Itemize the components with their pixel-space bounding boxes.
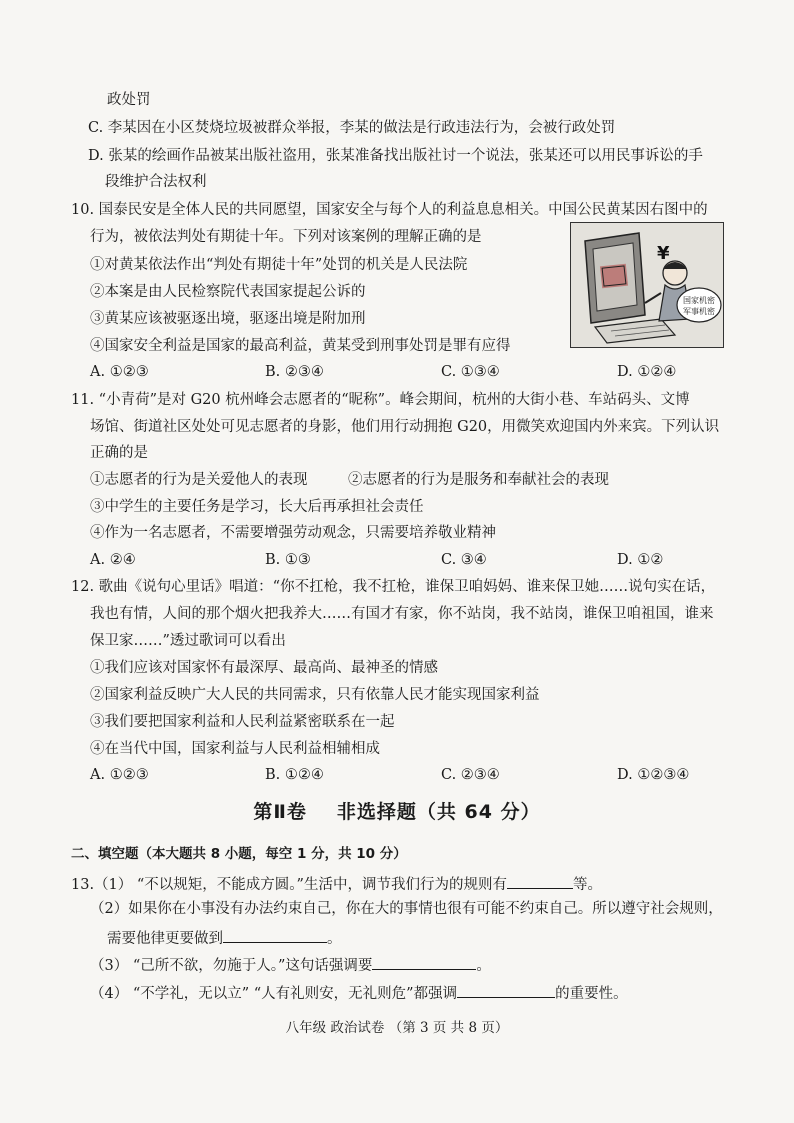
q13-part1: 13.（1） “不以规矩，不能成方圆。”生活中，调节我们行为的规则有 等。 [71,872,602,895]
q13-part4-blank[interactable] [457,981,555,998]
q13-part1-blank[interactable] [507,872,573,889]
svg-text:军事机密: 军事机密 [683,307,715,316]
q10-option-d: D. ①②④ [617,364,677,380]
q10-cartoon-illustration [570,222,724,348]
q11-option-a: A. ②④ [90,552,136,568]
q11-stem-line3: 正确的是 [90,445,148,461]
q12-statement-3: ③我们要把国家利益和人民利益紧密联系在一起 [90,714,395,730]
q12-statement-4: ④在当代中国，国家利益与人民利益相辅相成 [90,741,380,757]
q12-stem-line2: 我也有情，人间的那个烟火把我养大……有国才有家，你不站岗，我不站岗，谁保卫咱祖国，谁来 [90,606,714,622]
q12-stem-line3: 保卫家……”透过歌词可以看出 [90,633,286,649]
page-footer: 八年级 政治试卷 （第 3 页 共 8 页） [285,1020,509,1036]
q13-part2-line1: （2）如果你在小事没有办法约束自己，你在大的事情也很有可能不约束自己。所以遵守社会规则， [90,901,723,917]
q10-option-a: A. ①②③ [90,364,149,380]
q12-stem-line1: 12. 歌曲《说句心里话》唱道：“你不扛枪，我不扛枪，谁保卫咱妈妈、谁来保卫她……说句实在话， [71,579,716,595]
q11-option-c: C. ③④ [441,552,487,568]
cartoon-drawing [571,223,723,347]
q10-stem-line2: 行为，被依法判处有期徒十年。下列对该案例的理解正确的是 [90,229,482,245]
q13-part3-blank[interactable] [372,953,476,970]
q11-statement-4: ④作为一名志愿者，不需要增强劳动观念，只需要培养敬业精神 [90,525,496,541]
q10-stem-line1: 10. 国泰民安是全体人民的共同愿望，国家安全与每个人的利益息息相关。中国公民黄某因右图中的 [71,202,708,218]
q12-statement-2: ②国家利益反映广大人民的共同需求，只有依靠人民才能实现国家利益 [90,687,540,703]
q11-stem-line1: 11. “小青荷”是对 G20 杭州峰会志愿者的“昵称”。峰会期间，杭州的大街小巷、车站码头、文博 [71,392,690,408]
q10-statement-1: ①对黄某依法作出“判处有期徒十年”处罚的机关是人民法院 [90,257,468,273]
q12-option-a: A. ①②③ [90,767,149,783]
q9-option-d-line1: D. 张某的绘画作品被某出版社盗用，张某准备找出版社讨一个说法，张某还可以用民事诉讼的手 [88,148,703,164]
q13-part2-line2: 需要他律更要做到 。 [107,926,342,949]
q9-continuation: 政处罚 [107,92,151,108]
part2-title [0,798,794,826]
q9-option-c: C. 李某因在小区焚烧垃圾被群众举报，李某的做法是行政违法行为，会被行政处罚 [88,120,616,136]
part2-title-volume: 第Ⅱ卷 [253,801,307,823]
q10-statement-4: ④国家安全利益是国家的最高利益，黄某受到刑事处罚是罪有应得 [90,338,511,354]
q11-statement-1: ①志愿者的行为是关爱他人的表现 [90,472,308,488]
q11-statement-3: ③中学生的主要任务是学习，长大后再承担社会责任 [90,499,424,515]
q9-option-d-line2: 段维护合法权利 [105,174,207,190]
q12-option-c: C. ②③④ [441,767,500,783]
q11-option-d: D. ①② [617,552,664,568]
q10-option-b: B. ②③④ [265,364,324,380]
part2-title-name: 非选择题（共 64 分） [336,801,541,823]
q13-part2-blank[interactable] [223,926,327,943]
fill-in-section-heading: 二、填空题（本大题共 8 小题，每空 1 分，共 10 分） [71,846,407,862]
q12-option-b: B. ①②④ [265,767,324,783]
q11-statement-2: ②志愿者的行为是服务和奉献社会的表现 [348,472,609,488]
q12-statement-1: ①我们应该对国家怀有最深厚、最高尚、最神圣的情感 [90,660,438,676]
q13-part3: （3） “己所不欲，勿施于人。”这句话强调要 。 [90,953,491,976]
q12-option-d: D. ①②③④ [617,767,690,783]
yen-icon: ¥ [657,243,670,264]
q11-stem-line2: 场馆、街道社区处处可见志愿者的身影，他们用行动拥抱 G20，用微笑欢迎国内外来宾。下列认识 [90,419,720,435]
q10-statement-2: ②本案是由人民检察院代表国家提起公诉的 [90,284,366,300]
q10-statement-3: ③黄某应该被驱逐出境，驱逐出境是附加刑 [90,311,366,327]
q13-part4: （4） “不学礼，无以立” “人有礼则安，无礼则危”都强调 的重要性。 [90,981,628,1004]
cartoon-sign-text: 国家机密 [683,296,715,305]
q10-option-c: C. ①③④ [441,364,500,380]
q11-option-b: B. ①③ [265,552,311,568]
